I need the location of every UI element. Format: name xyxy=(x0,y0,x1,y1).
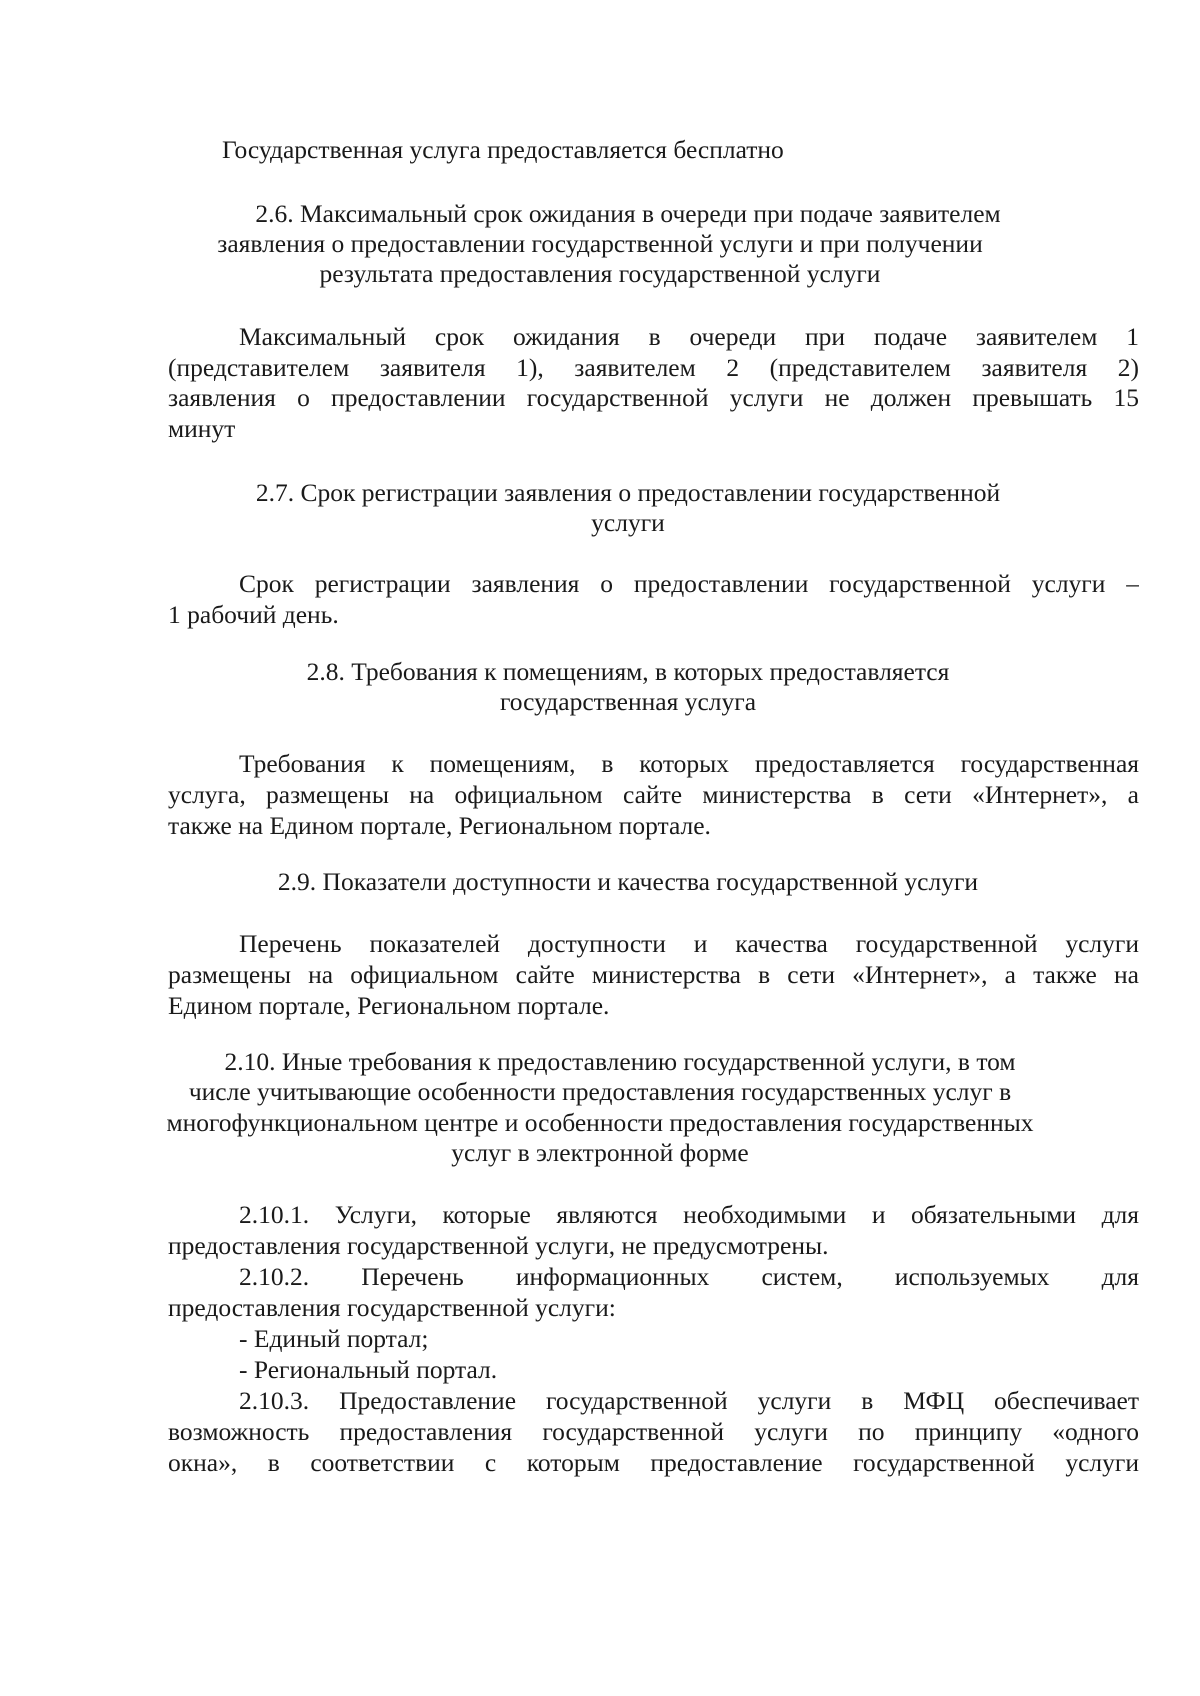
section-heading: 2.9. Показатели доступности и качества государственной услуги xyxy=(277,867,979,896)
paragraph-line: возможность предоставления государственной услуги по принципу «одного xyxy=(168,1417,1139,1446)
paragraph-line: также на Едином портале, Региональном портале. xyxy=(168,811,711,840)
section-heading: государственная услуга xyxy=(499,687,757,716)
section-heading: числе учитывающие особенности предоставления государственных услуг в xyxy=(188,1077,1012,1106)
paragraph-line: Максимальный срок ожидания в очереди при подаче заявителем 1 xyxy=(239,322,1139,351)
list-item: - Региональный портал. xyxy=(239,1355,498,1384)
paragraph-line: окна», в соответствии с которым предоставление государственной услуги xyxy=(168,1448,1139,1477)
section-heading: 2.10. Иные требования к предоставлению государственной услуги, в том xyxy=(224,1047,1016,1076)
paragraph-line: предоставления государственной услуги: xyxy=(168,1293,616,1322)
paragraph-line: минут xyxy=(168,414,236,443)
paragraph-line: (представителем заявителя 1), заявителем 2 (представителем заявителя 2) xyxy=(168,353,1139,382)
intro-line: Государственная услуга предоставляется бесплатно xyxy=(222,135,784,164)
section-heading: заявления о предоставлении государственной услуги и при получении xyxy=(217,229,983,258)
section-heading: услуги xyxy=(591,508,665,537)
paragraph-line: услуга, размещены на официальном сайте министерства в сети «Интернет», а xyxy=(168,780,1139,809)
paragraph-line: Срок регистрации заявления о предоставлении государственной услуги – xyxy=(239,569,1139,598)
paragraph-line: Едином портале, Региональном портале. xyxy=(168,991,610,1020)
paragraph-line: предоставления государственной услуги, не предусмотрены. xyxy=(168,1231,829,1260)
paragraph-line: 2.10.3. Предоставление государственной услуги в МФЦ обеспечивает xyxy=(239,1386,1139,1415)
paragraph-line: размещены на официальном сайте министерства в сети «Интернет», а также на xyxy=(168,960,1139,989)
section-heading: 2.6. Максимальный срок ожидания в очереди при подаче заявителем xyxy=(255,199,1001,228)
section-heading: 2.7. Срок регистрации заявления о предоставлении государственной xyxy=(255,478,1001,507)
list-item: - Единый портал; xyxy=(239,1324,429,1353)
section-heading: результата предоставления государственной услуги xyxy=(319,259,881,288)
paragraph-line: Требования к помещениям, в которых предоставляется государственная xyxy=(239,749,1139,778)
section-heading: услуг в электронной форме xyxy=(451,1138,749,1167)
section-heading: многофункциональном центре и особенности предоставления государственных xyxy=(166,1108,1034,1137)
paragraph-line: 1 рабочий день. xyxy=(168,600,339,629)
section-heading: 2.8. Требования к помещениям, в которых предоставляется xyxy=(306,657,950,686)
paragraph-line: 2.10.2. Перечень информационных систем, используемых для xyxy=(239,1262,1139,1291)
paragraph-line: заявления о предоставлении государственной услуги не должен превышать 15 xyxy=(168,383,1139,412)
paragraph-line: Перечень показателей доступности и качества государственной услуги xyxy=(239,929,1139,958)
paragraph-line: 2.10.1. Услуги, которые являются необходимыми и обязательными для xyxy=(239,1200,1139,1229)
